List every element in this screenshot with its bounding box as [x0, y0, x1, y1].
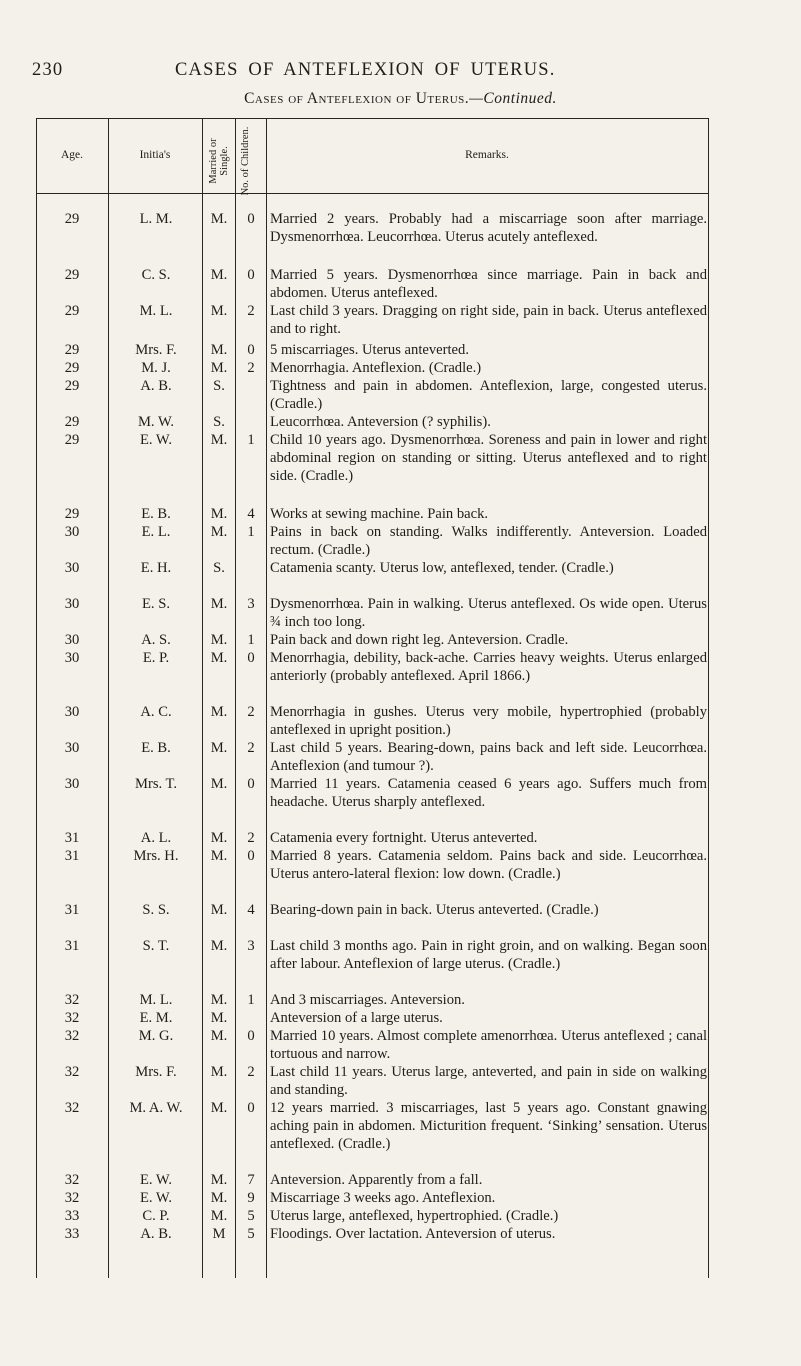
row-age: 31: [64, 830, 80, 846]
row-married: M.: [210, 303, 228, 319]
row-remarks: Tightness and pain in abdomen. Anteflexion, large, congested uterus. (Cradle.): [270, 378, 707, 412]
row-married: M.: [210, 848, 228, 864]
row-initials: E. M.: [139, 1010, 173, 1026]
row-age: 29: [64, 378, 80, 394]
row-children: 2: [247, 303, 255, 319]
row-children: 3: [247, 596, 255, 612]
row-age: 29: [64, 267, 80, 283]
row-remarks: Miscarriage 3 weeks ago. Anteflexion.: [270, 1190, 496, 1206]
row-remarks: Bearing-down pain in back. Uterus anteverted. (Cradle.): [270, 902, 599, 918]
row-age: 31: [64, 938, 80, 954]
table-title: [0, 90, 801, 108]
row-children: 4: [247, 902, 255, 918]
row-remarks: Dysmenorrhœa. Pain in walking. Uterus anteflexed. Os wide open. Uterus ¾ inch too long.: [270, 596, 707, 630]
row-remarks: Floodings. Over lactation. Anteversion of uterus.: [270, 1226, 556, 1242]
header-initials: Initia's: [139, 149, 171, 161]
row-age: 29: [64, 303, 80, 319]
row-age: 30: [64, 632, 80, 648]
row-remarks: Catamenia every fortnight. Uterus anteverted.: [270, 830, 538, 846]
row-age: 29: [64, 211, 80, 227]
table-header-rule: [36, 193, 709, 194]
row-age: 32: [64, 1100, 80, 1116]
table-top-rule: [36, 118, 709, 119]
row-initials: E. B.: [141, 740, 171, 756]
row-children: 0: [247, 776, 255, 792]
row-married: M.: [210, 432, 228, 448]
row-age: 32: [64, 1010, 80, 1026]
row-children: 0: [247, 267, 255, 283]
row-children: 0: [247, 1100, 255, 1116]
row-children: 2: [247, 1064, 255, 1080]
row-remarks: Menorrhagia, debility, back-ache. Carries heavy weights. Uterus enlarged anteriorly (probably anteflexed. April 1866.): [270, 650, 707, 684]
row-married: M.: [210, 1028, 228, 1044]
row-remarks: Married 10 years. Almost complete amenorrhœa. Uterus anteflexed ; canal tortuous and narrow.: [270, 1028, 707, 1062]
row-married: M.: [210, 1064, 228, 1080]
row-married: M.: [210, 267, 228, 283]
row-married: M.: [210, 1172, 228, 1188]
row-age: 29: [64, 432, 80, 448]
row-remarks: Works at sewing machine. Pain back.: [270, 506, 489, 522]
row-married: M.: [210, 902, 228, 918]
row-remarks: And 3 miscarriages. Anteversion.: [270, 992, 465, 1008]
row-age: 29: [64, 342, 80, 358]
row-married: M.: [210, 596, 228, 612]
row-initials: M. G.: [138, 1028, 174, 1044]
row-remarks: Menorrhagia. Anteflexion. (Cradle.): [270, 360, 482, 376]
row-married: S.: [213, 414, 225, 430]
row-children: 1: [247, 432, 255, 448]
row-age: 32: [64, 1064, 80, 1080]
row-remarks: Last child 11 years. Uterus large, anteverted, and pain in side on walking and standing.: [270, 1064, 707, 1098]
row-initials: A. S.: [141, 632, 171, 648]
row-remarks: Married 8 years. Catamenia seldom. Pains back and side. Leucorrhœa. Uterus antero-lateral flexion: low down. (Cradle.): [270, 848, 707, 882]
row-married: M.: [210, 360, 228, 376]
row-remarks: Leucorrhœa. Anteversion (? syphilis).: [270, 414, 491, 430]
row-married: M.: [210, 740, 228, 756]
row-children: 9: [247, 1190, 255, 1206]
row-children: 1: [247, 524, 255, 540]
page-number: 230: [32, 60, 64, 80]
row-age: 31: [64, 848, 80, 864]
row-age: 30: [64, 524, 80, 540]
row-married: M.: [210, 1208, 228, 1224]
row-remarks: Anteversion. Apparently from a fall.: [270, 1172, 483, 1188]
row-married: M.: [210, 776, 228, 792]
table-title-text: Cases of Anteflexion of Uterus.: [244, 90, 470, 107]
row-children: 4: [247, 506, 255, 522]
running-head: [0, 60, 801, 84]
row-initials: Mrs. H.: [133, 848, 179, 864]
row-children: 0: [247, 342, 255, 358]
row-age: 29: [64, 414, 80, 430]
row-remarks: Anteversion of a large uterus.: [270, 1010, 443, 1026]
row-children: 0: [247, 848, 255, 864]
row-remarks: Last child 3 months ago. Pain in right groin, and on walking. Began soon after labour. Anteflexion of large uterus. (Cradle.): [270, 938, 707, 972]
row-initials: M. L.: [139, 303, 173, 319]
row-married: M.: [210, 1190, 228, 1206]
row-remarks: Pains in back on standing. Walks indifferently. Anteversion. Loaded rectum. (Cradle.): [270, 524, 707, 558]
table-title-continued: —Continued.: [469, 90, 557, 107]
row-married: M.: [210, 342, 228, 358]
row-remarks: Last child 5 years. Bearing-down, pains back and left side. Leucorrhœa. Anteflexion (and tumour ?).: [270, 740, 707, 774]
row-married: M.: [210, 992, 228, 1008]
row-remarks: Uterus large, anteflexed, hypertrophied. (Cradle.): [270, 1208, 559, 1224]
row-children: 0: [247, 650, 255, 666]
row-remarks: Child 10 years ago. Dysmenorrhœa. Soreness and pain in lower and right abdominal region on standing or sitting. Uterus anteflexed and to right side. (Cradle.): [270, 432, 707, 484]
row-married: M.: [210, 650, 228, 666]
header-children: No. of Children.: [240, 126, 251, 196]
row-age: 30: [64, 596, 80, 612]
row-children: 1: [247, 992, 255, 1008]
row-remarks: Last child 3 years. Dragging on right side, pain in back. Uterus anteflexed and to right.: [270, 303, 707, 337]
row-married: M.: [210, 938, 228, 954]
row-initials: M. W.: [137, 414, 175, 430]
row-initials: Mrs. F.: [135, 342, 177, 358]
row-initials: A. B.: [140, 1226, 172, 1242]
row-children: 2: [247, 740, 255, 756]
header-age: Age.: [60, 149, 84, 161]
row-initials: S. S.: [142, 902, 170, 918]
row-age: 32: [64, 1028, 80, 1044]
row-initials: S. T.: [142, 938, 170, 954]
row-initials: E. L.: [141, 524, 171, 540]
header-married: Married or Single.: [208, 138, 230, 184]
row-children: 1: [247, 632, 255, 648]
row-initials: E. W.: [139, 432, 173, 448]
row-initials: A. C.: [140, 704, 172, 720]
row-initials: M. J.: [141, 360, 171, 376]
row-age: 30: [64, 776, 80, 792]
row-initials: E. B.: [141, 506, 171, 522]
row-initials: L. M.: [139, 211, 173, 227]
row-initials: A. B.: [140, 378, 172, 394]
row-remarks: Married 2 years. Probably had a miscarriage soon after marriage. Dysmenorrhœa. Leucorrhœa. Uterus acutely anteflexed.: [270, 211, 707, 245]
row-married: M.: [210, 524, 228, 540]
row-children: 0: [247, 211, 255, 227]
row-children: 5: [247, 1226, 255, 1242]
row-remarks: Married 5 years. Dysmenorrhœa since marriage. Pain in back and abdomen. Uterus anteflexed.: [270, 267, 707, 301]
row-remarks: 12 years married. 3 miscarriages, last 5 years ago. Constant gnawing aching pain in abdomen. Micturition frequent. ‘Sinking’ sensation. Uterus anteflexed. (Cradle.): [270, 1100, 707, 1152]
row-children: 0: [247, 1028, 255, 1044]
row-married: M.: [210, 506, 228, 522]
row-children: 2: [247, 360, 255, 376]
row-remarks: Menorrhagia in gushes. Uterus very mobile, hypertrophied (probably anteflexed in upright position.): [270, 704, 707, 738]
row-children: 3: [247, 938, 255, 954]
row-remarks: 5 miscarriages. Uterus anteverted.: [270, 342, 469, 358]
row-initials: M. A. W.: [129, 1100, 183, 1116]
row-initials: C. P.: [142, 1208, 170, 1224]
row-initials: M. L.: [139, 992, 173, 1008]
row-married: M.: [210, 704, 228, 720]
row-age: 32: [64, 1172, 80, 1188]
row-initials: Mrs. T.: [134, 776, 178, 792]
row-age: 33: [64, 1226, 80, 1242]
row-age: 30: [64, 740, 80, 756]
row-married: M.: [210, 830, 228, 846]
row-age: 29: [64, 506, 80, 522]
table-right-rule: [708, 118, 709, 1278]
row-initials: Mrs. F.: [135, 1064, 177, 1080]
row-initials: E. W.: [139, 1190, 173, 1206]
row-initials: E. W.: [139, 1172, 173, 1188]
row-age: 30: [64, 650, 80, 666]
row-married: M.: [210, 211, 228, 227]
row-age: 30: [64, 704, 80, 720]
column-rule-children: [266, 118, 267, 1278]
row-age: 32: [64, 1190, 80, 1206]
row-married: S.: [213, 378, 225, 394]
row-married: M.: [210, 1010, 228, 1026]
row-initials: E. H.: [140, 560, 172, 576]
row-remarks: Pain back and down right leg. Anteversion. Cradle.: [270, 632, 569, 648]
row-age: 31: [64, 902, 80, 918]
row-remarks: Catamenia scanty. Uterus low, anteflexed, tender. (Cradle.): [270, 560, 614, 576]
row-initials: E. S.: [142, 596, 170, 612]
header-remarks: Remarks.: [465, 149, 509, 161]
row-initials: C. S.: [141, 267, 171, 283]
column-rule-age: [108, 118, 109, 1278]
row-married: M.: [210, 1100, 228, 1116]
row-initials: E. P.: [142, 650, 170, 666]
row-married: M: [212, 1226, 226, 1242]
row-children: 5: [247, 1208, 255, 1224]
row-married: S.: [213, 560, 225, 576]
row-age: 33: [64, 1208, 80, 1224]
row-children: 2: [247, 704, 255, 720]
row-age: 30: [64, 560, 80, 576]
row-married: M.: [210, 632, 228, 648]
row-age: 32: [64, 992, 80, 1008]
row-remarks: Married 11 years. Catamenia ceased 6 years ago. Suffers much from headache. Uterus sharply anteflexed.: [270, 776, 707, 810]
row-initials: A. L.: [140, 830, 172, 846]
row-children: 2: [247, 830, 255, 846]
row-children: 7: [247, 1172, 255, 1188]
row-age: 29: [64, 360, 80, 376]
running-title: CASES OF ANTEFLEXION OF UTERUS.: [175, 60, 556, 80]
